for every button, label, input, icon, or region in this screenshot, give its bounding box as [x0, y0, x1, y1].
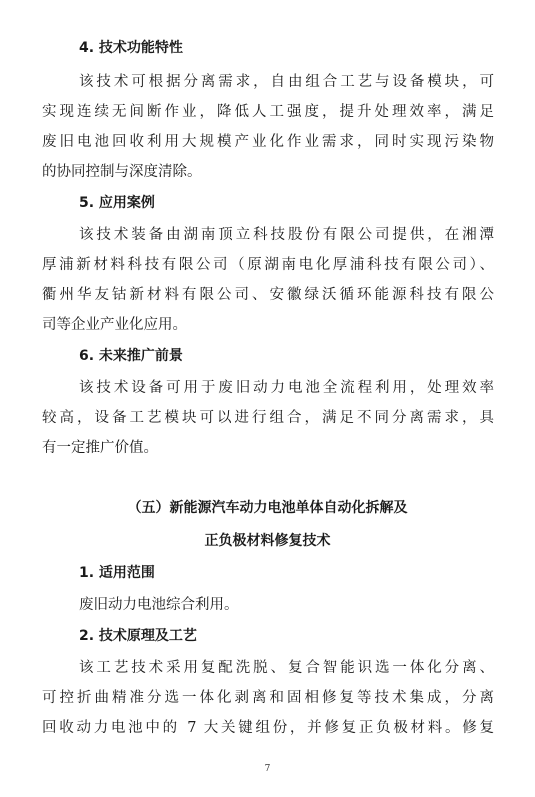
- section-5-paragraph-line: 厚浦新材料科技有限公司（原湖南电化厚浦科技有限公司）、: [42, 257, 494, 273]
- section-6-paragraph-line: 较高，设备工艺模块可以进行组合，满足不同分离需求，具: [42, 410, 494, 426]
- section-4-paragraph-line: 废旧电池回收利用大规模产业化作业需求，同时实现污染物: [42, 134, 494, 150]
- subsection-2-paragraph-line: 可控折曲精准分选一体化剥离和固相修复等技术集成，分离: [42, 690, 494, 706]
- section-5-paragraph-line: 衢州华友钴新材料有限公司、安徽绿沃循环能源科技有限公: [42, 287, 494, 303]
- page-number: 7: [264, 764, 271, 774]
- subsection-2-paragraph-line: 回收动力电池中的 7 大关键组份，并修复正负极材料。修复: [42, 720, 494, 736]
- subsection-1-body: 废旧动力电池综合利用。: [79, 597, 239, 613]
- section-6-heading: 6. 未来推广前景: [79, 348, 183, 364]
- subsection-1-heading: 1. 适用范围: [79, 565, 155, 581]
- section-5-paragraph-line: 司等企业产业化应用。: [42, 317, 187, 333]
- section-4-paragraph-line: 该技术可根据分离需求，自由组合工艺与设备模块，可: [79, 74, 494, 90]
- section-4-paragraph-line: 的协同控制与深度清除。: [42, 164, 202, 180]
- section-4-heading: 4. 技术功能特性: [79, 40, 183, 56]
- section-4-paragraph-line: 实现连续无间断作业，降低人工强度，提升处理效率，满足: [42, 104, 494, 120]
- section-6-paragraph-line: 该技术设备可用于废旧动力电池全流程利用，处理效率: [79, 380, 494, 396]
- subsection-2-paragraph-line: 该工艺技术采用复配洗脱、复合智能识选一体化分离、: [79, 660, 494, 676]
- section-6-paragraph-line: 有一定推广价值。: [42, 440, 158, 456]
- subsection-2-heading: 2. 技术原理及工艺: [79, 628, 197, 644]
- section-5-heading: 5. 应用案例: [79, 195, 155, 211]
- section-title-line-2: 正负极材料修复技术: [204, 533, 331, 549]
- section-title-line-1: （五）新能源汽车动力电池单体自动化拆解及: [127, 500, 408, 516]
- section-5-paragraph-line: 该技术装备由湖南顶立科技股份有限公司提供，在湘潭: [79, 227, 494, 243]
